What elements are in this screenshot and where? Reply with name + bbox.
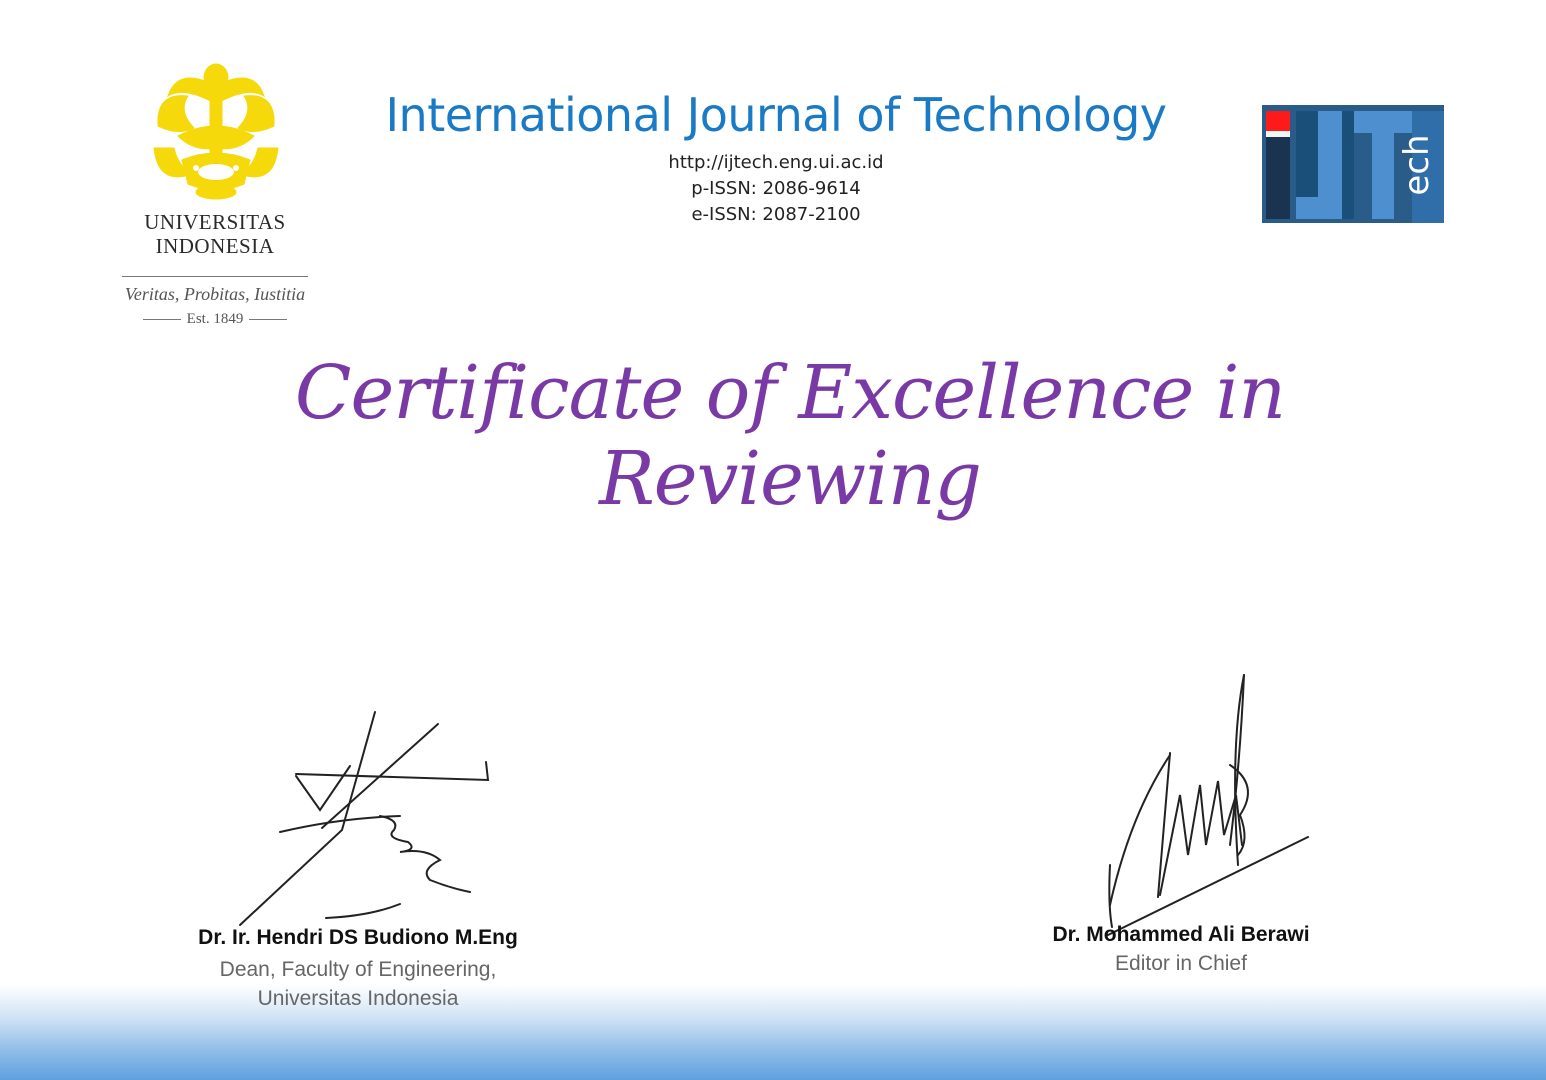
right-signature-icon <box>1090 665 1330 945</box>
university-name <box>118 210 312 258</box>
university-motto: Veritas, Probitas, Iustitia <box>124 284 306 304</box>
journal-e-issn: e-ISSN: 2087-2100 <box>691 204 861 225</box>
university-established <box>118 311 312 328</box>
right-signer-role: Editor in Chief <box>1115 952 1247 975</box>
university-name-line1: UNIVERSITAS <box>144 210 286 234</box>
established-text: Est. 1849 <box>186 311 244 327</box>
ijtech-logo-icon <box>1262 105 1444 223</box>
left-signature-icon <box>230 700 530 930</box>
journal-title: International Journal of Technology <box>385 88 1167 142</box>
university-name-line2: INDONESIA <box>155 234 275 258</box>
right-signer-name: Dr. Mohammed Ali Berawi <box>1052 923 1310 946</box>
journal-p-issn: p-ISSN: 2086-9614 <box>691 178 861 199</box>
certificate-title: Certificate of Excellence in Reviewing <box>294 350 1286 522</box>
left-signer-role-line2: Universitas Indonesia <box>257 987 459 1010</box>
left-signer-name: Dr. Ir. Hendri DS Budiono M.Eng <box>198 926 518 949</box>
svg-text:ech: ech <box>1397 134 1437 196</box>
makara-emblem-icon <box>148 56 284 202</box>
journal-info <box>560 150 992 228</box>
universitas-indonesia-logo <box>118 52 312 337</box>
left-signer-role <box>138 955 578 1013</box>
left-signer-role-line1: Dean, Faculty of Engineering, <box>219 958 497 981</box>
journal-url: http://ijtech.eng.ui.ac.id <box>668 152 884 173</box>
logo-divider <box>122 276 308 277</box>
